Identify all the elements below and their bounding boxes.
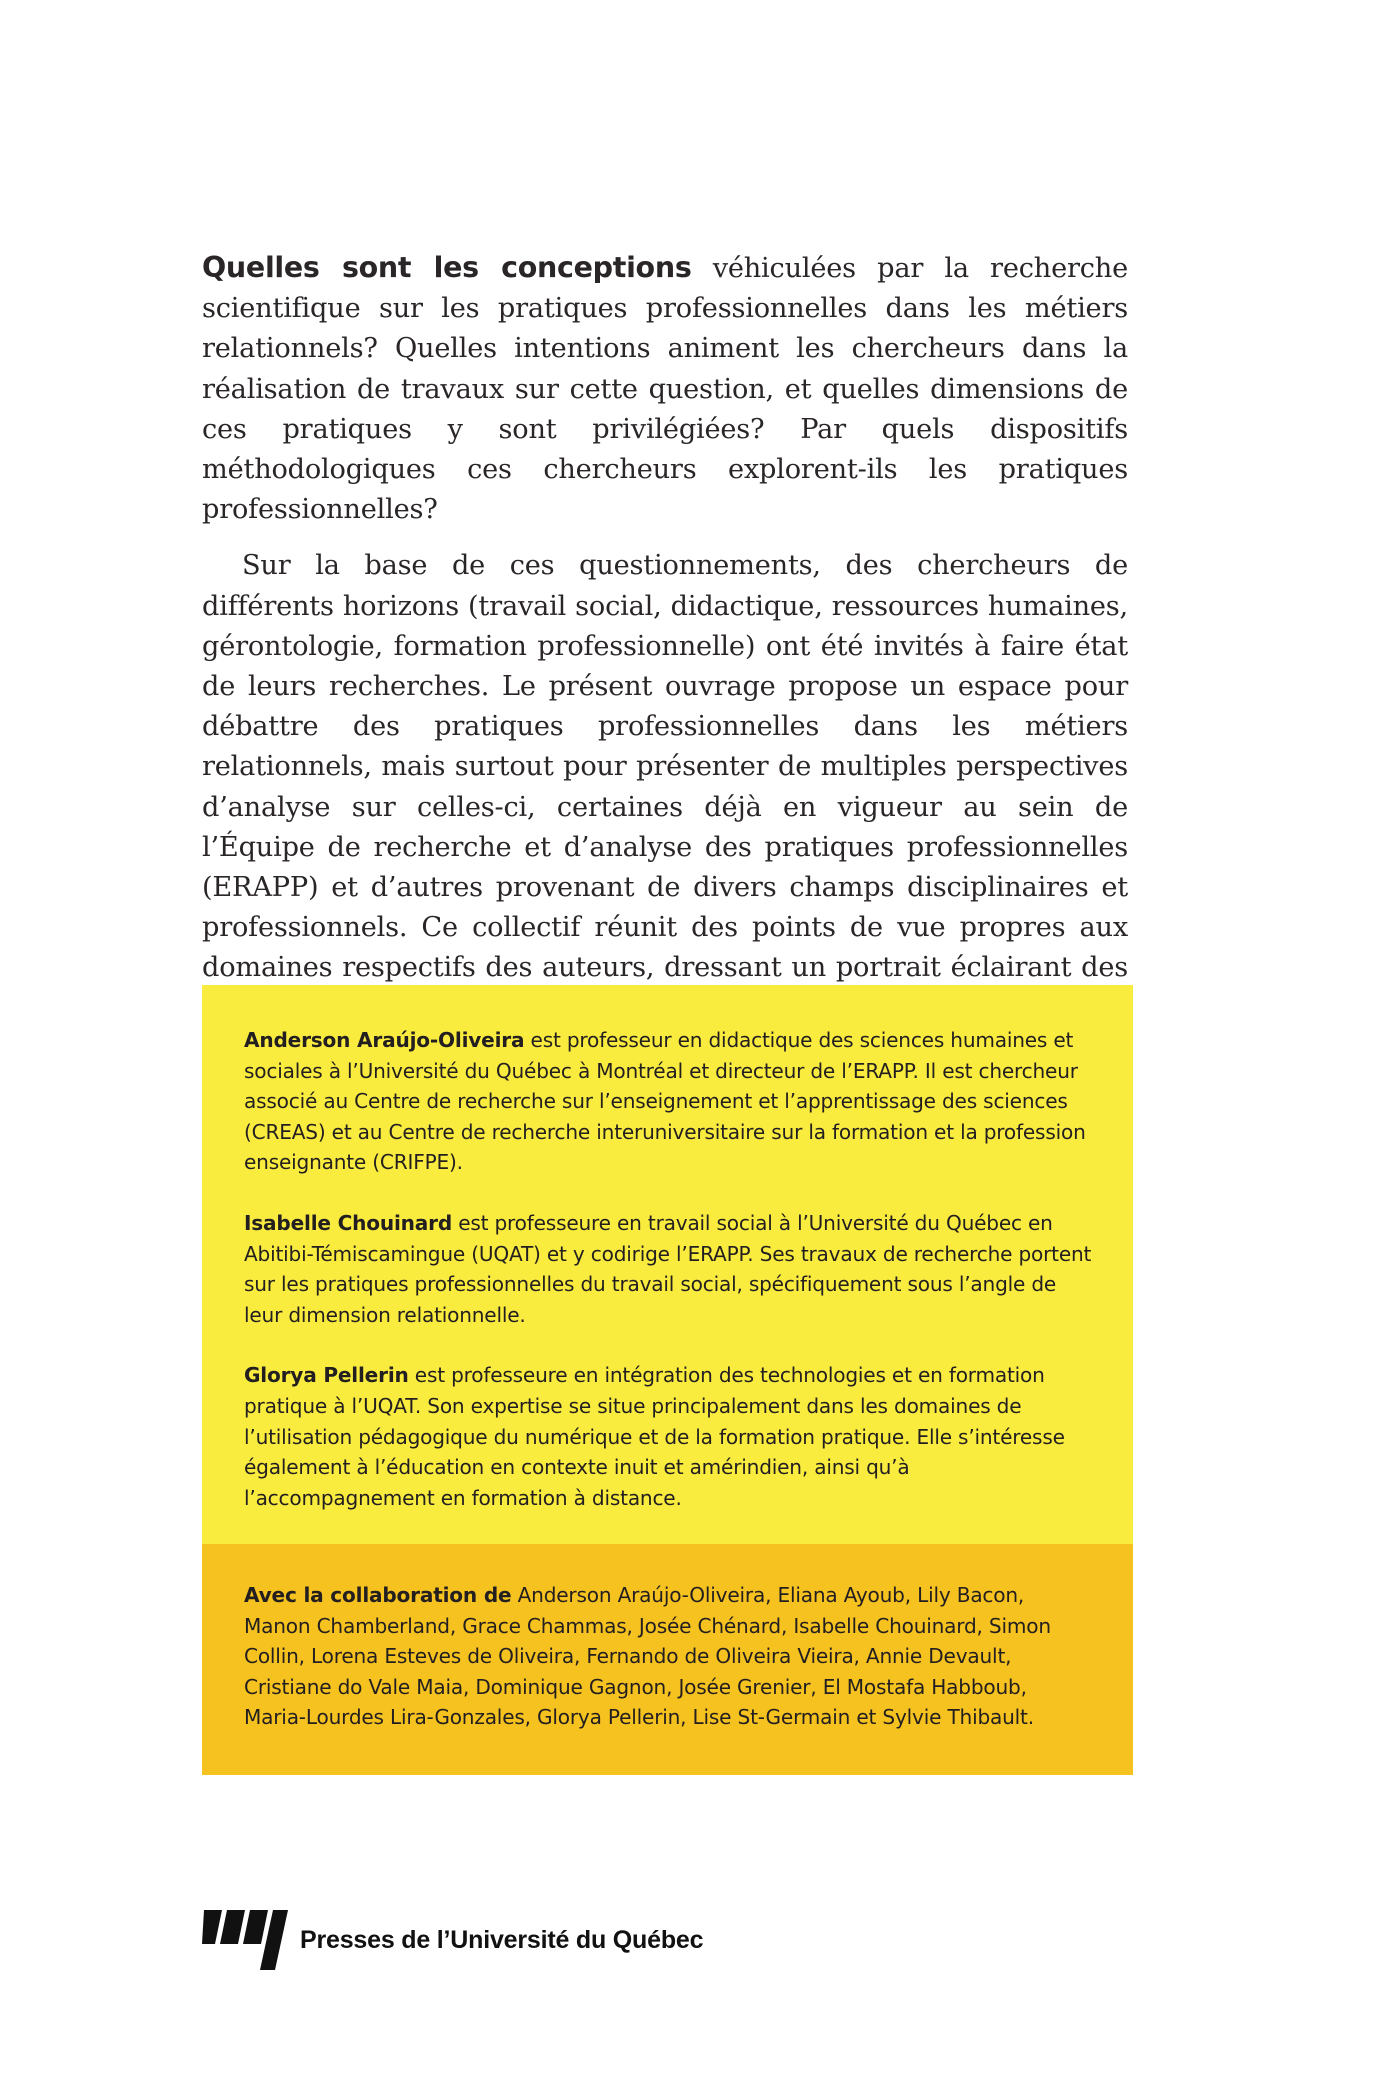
intro-paragraph-1 [202,248,1128,530]
author-name: Glorya Pellerin [244,1363,409,1388]
intro-lead-bold: Quelles sont les conceptions [202,251,692,284]
author-name: Isabelle Chouinard [244,1210,453,1235]
intro-paragraph-2: Sur la base de ces questionnements, des chercheurs de différents horizons (travail social, didactique, ressources humaines, gérontologie, formation professionnelle) ont été invités à faire état de leurs recherches. Le présent ouvrage propose un espace pour débattre des pratiques professionnelles dans les métiers relationnels, mais surtout pour présenter de multiples perspectives d’analyse sur celles-ci, certaines déjà en vigueur au sein de l’Équipe de recherche et d’analyse des pratiques professionnelles (ERAPP) et d’autres provenant de divers champs disciplinaires et professionnels. Ce collectif réunit des points de vue propres aux domaines respectifs des auteurs, dressant un portrait éclairant des [202,550,1128,984]
author-name: Anderson Araújo-Oliveira [244,1028,525,1052]
publisher-block [202,1904,703,1970]
author-bio [244,1208,1093,1330]
authors-box [202,985,1133,1544]
collaboration-names: Anderson Araújo-Oliveira, Eliana Ayoub, Lily Bacon, Manon Chamberland, Grace Chammas, Josée Chénard, Isabelle Chouinard, Simon Collin, Lorena Esteves de Oliveira, Fernando de Oliveira Vieira, Annie Devault, Cristiane do Vale Maia, Dominique Gagnon, Josée Grenier, El Mostafa Habboub, Maria-Lourdes Lira-Gonzales, Glorya Pellerin, Lise St-Germain et Sylvie Thibault. [244,1583,1051,1730]
collaboration-label: Avec la collaboration de [244,1583,512,1607]
author-bio-text: est professeur en didactique des sciences humaines et sociales à l’Université du Québec à Montréal et directeur de l’ERAPP. Il est chercheur associé au Centre de recherche sur l’enseignement et l’apprentissage des sciences (CREAS) et au Centre de recherche interuniversitaire sur la formation et la profession enseignante (CRIFPE). [244,1028,1086,1175]
puq-logo-icon [202,1904,288,1970]
publisher-name: Presses de l’Université du Québec [300,1926,704,1954]
intro-text [202,248,1128,1029]
author-bio-text: est professeure en travail social à l’Université du Québec en Abitibi-Témiscamingue (UQAT) et y codirige l’ERAPP. Ses travaux de recherche portent sur les pratiques professionnelles du travail social, spécifiquement sous l’angle de leur dimension relationnelle. [244,1210,1092,1327]
collaboration-text [244,1580,1093,1733]
author-bio-text: est professeure en intégration des technologies et en formation pratique à l’UQAT. Son expertise se situe principalement dans les domaines de l’utilisation pédagogique du numérique et de la formation pratique. Elle s’intéresse également à l’éducation en contexte inuit et amérindien, ainsi qu’à l’accompagnement en formation à distance. [244,1363,1065,1510]
author-bio [244,1360,1093,1513]
collaboration-box [202,1544,1133,1775]
intro-paragraph-1-text: véhiculées par la recherche scientifique sur les pratiques professionnelles dans les métiers relationnels? Quelles intentions animent les chercheurs dans la réalisation de travaux sur cette question, et quelles dimensions de ces pratiques y sont privilégiées? Par quels dispositifs méthodologiques ces chercheurs explorent-ils les pratiques professionnelles? [202,253,1128,526]
author-bio [244,1025,1093,1178]
